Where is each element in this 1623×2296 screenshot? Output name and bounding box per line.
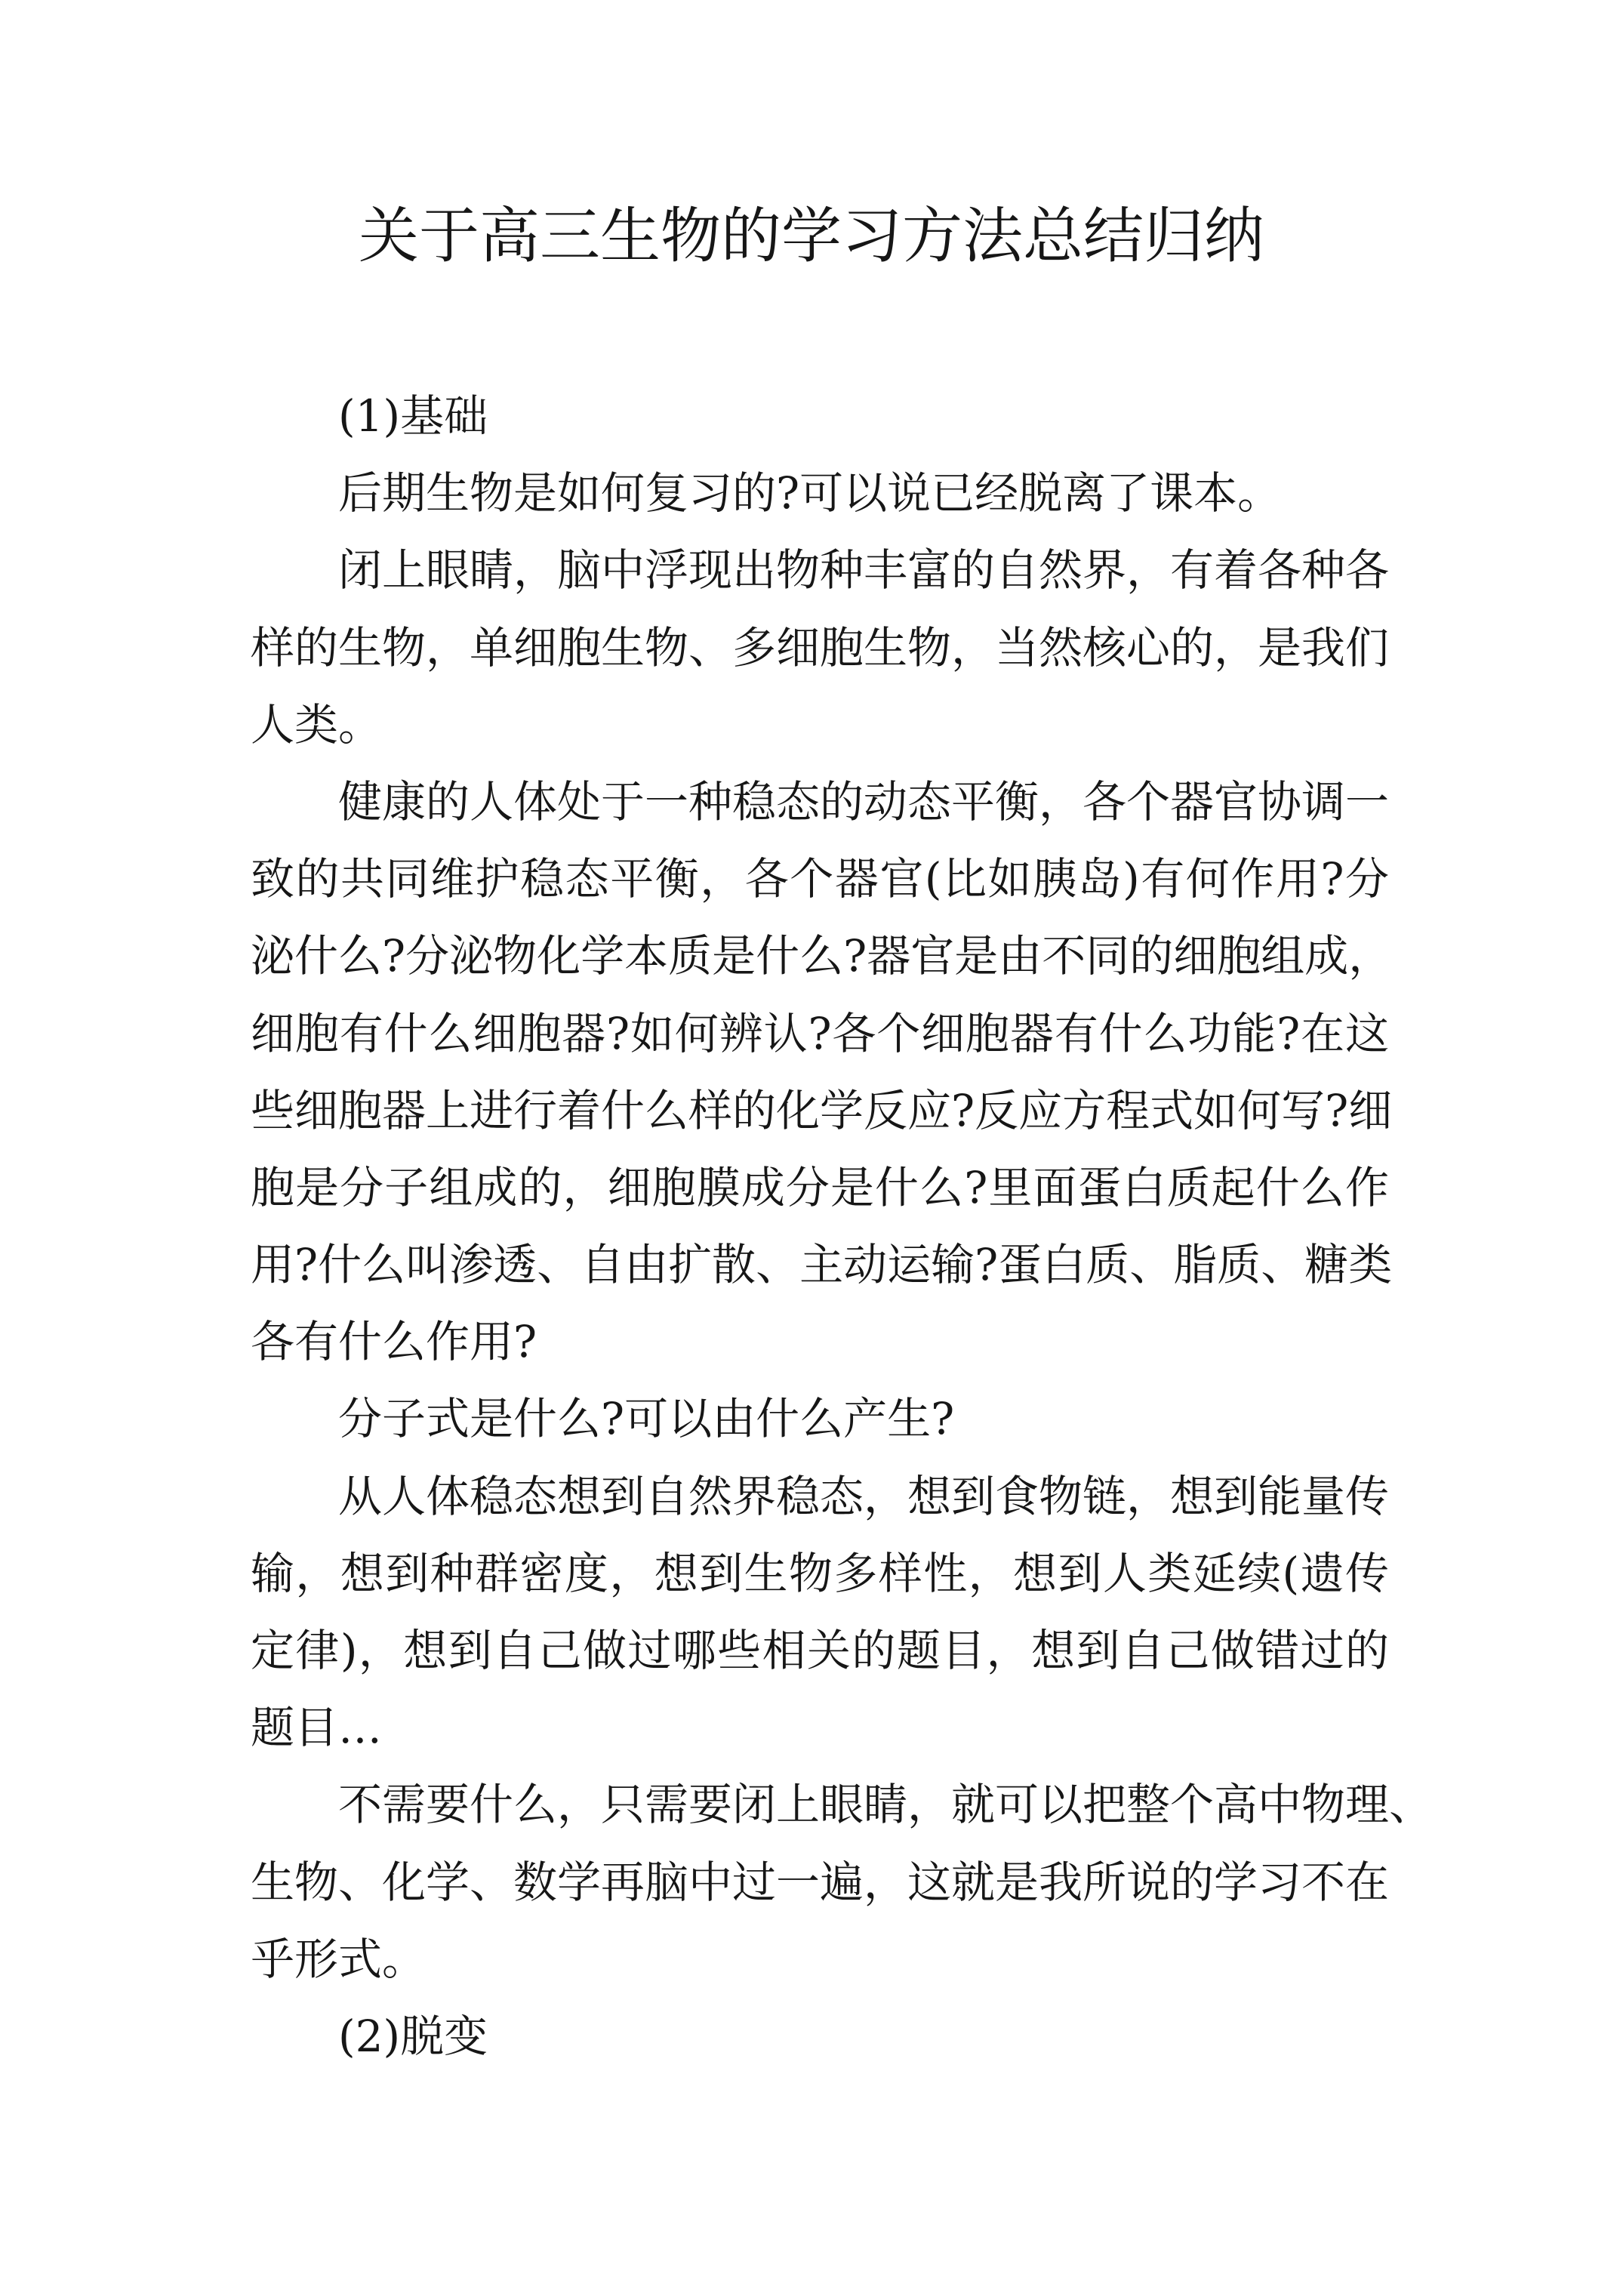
text-line: 不需要什么，只需要闭上眼睛，就可以把整个高中物理、: [338, 1779, 1434, 1831]
text-line: 分子式是什么?可以由什么产生?: [338, 1393, 955, 1445]
paragraph: [251, 532, 1389, 763]
text-line: 输，想到种群密度，想到生物多样性，想到人类延续(遗传: [251, 1547, 1389, 1599]
text-line: 用?什么叫渗透、自由扩散、主动运输?蛋白质、脂质、糖类: [251, 1239, 1393, 1291]
text-line: 乎形式。: [251, 1933, 427, 1985]
paragraph: [251, 763, 1393, 1381]
text-line: (1)基础: [338, 390, 488, 442]
section-heading-basics: [251, 378, 1389, 455]
text-line: 人类。: [251, 698, 383, 750]
text-line: 生物、化学、数学再脑中过一遍，这就是我所说的学习不在: [251, 1856, 1390, 1908]
text-line: 题目…: [251, 1702, 383, 1754]
paragraph: [251, 1766, 1434, 1998]
document-title: 关于高三生物的学习方法总结归纳: [359, 201, 1264, 271]
paragraph: [251, 1380, 1389, 1457]
text-line: 样的生物，单细胞生物、多细胞生物，当然核心的，是我们: [251, 621, 1390, 673]
paragraph: [251, 1458, 1389, 1767]
text-line: 泌什么?分泌物化学本质是什么?器官是由不同的细胞组成，: [251, 930, 1393, 982]
text-line: 健康的人体处于一种稳态的动态平衡，各个器官协调一: [338, 775, 1390, 827]
text-line: 从人体稳态想到自然界稳态，想到食物链，想到能量传: [338, 1470, 1390, 1522]
document-body: [251, 378, 1434, 2075]
paragraph: [251, 455, 1389, 532]
text-line: 胞是分子组成的，细胞膜成分是什么?里面蛋白质起什么作: [251, 1161, 1389, 1213]
text-line: (2)脱变: [338, 2010, 488, 2062]
text-line: 细胞有什么细胞器?如何辨认?各个细胞器有什么功能?在这: [251, 1007, 1389, 1059]
text-line: 各有什么作用?: [251, 1316, 537, 1368]
text-line: 致的共同维护稳态平衡，各个器官(比如胰岛)有何作用?分: [251, 853, 1389, 905]
text-line: 后期生物是如何复习的?可以说已经脱离了课本。: [338, 467, 1282, 519]
section-heading-transformation: [251, 1998, 1389, 2075]
text-line: 定律)，想到自己做过哪些相关的题目，想到自己做错过的: [251, 1625, 1389, 1676]
text-line: 些细胞器上进行着什么样的化学反应?反应方程式如何写?细: [251, 1084, 1393, 1136]
text-line: 闭上眼睛，脑中浮现出物种丰富的自然界，有着各种各: [338, 544, 1390, 596]
